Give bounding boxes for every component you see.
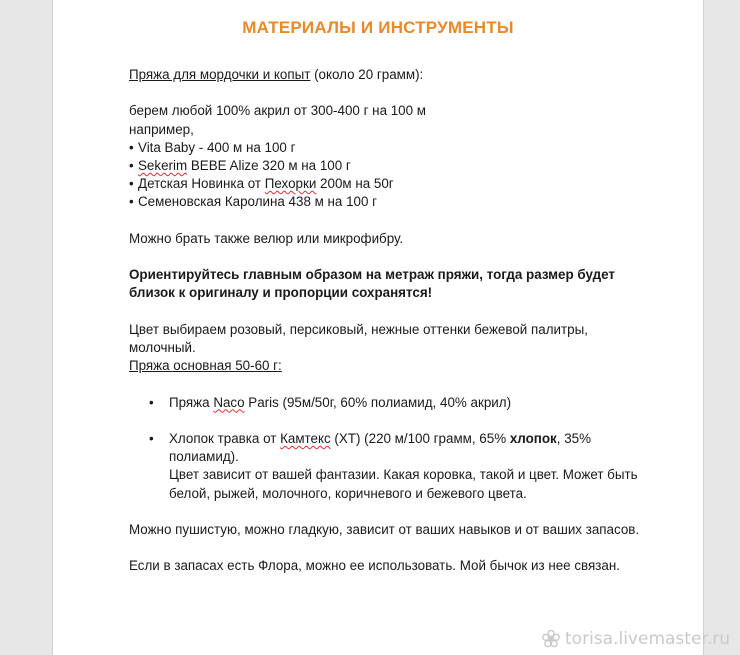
face-yarn-list — [129, 139, 649, 212]
document-title: МАТЕРИАЛЫ И ИНСТРУМЕНТЫ — [242, 18, 514, 37]
list-item-text: (ХТ) (220 м/100 грамм, 65% — [330, 430, 510, 446]
list-item-note: Цвет зависит от вашей фантазии. Какая коровка, такой и цвет. Может быть белой, рыжей, молочного, коричневого и бежевого цвета. — [169, 467, 638, 501]
face-yarn-heading — [129, 66, 649, 84]
bold-word: хлопок — [509, 430, 557, 446]
document-page — [52, 0, 704, 655]
watermark-text: torisa.livemaster.ru — [565, 629, 730, 649]
spellcheck-word[interactable]: Sekerim — [138, 158, 188, 173]
list-item — [129, 139, 649, 157]
spellcheck-word[interactable]: Камтекс — [280, 430, 331, 446]
document-body — [129, 66, 649, 576]
watermark — [541, 629, 730, 649]
list-item-text: Семеновская Каролина 438 м на 100 г — [138, 194, 378, 210]
list-item-text: Vita Baby - 400 м на 100 г — [138, 139, 296, 155]
main-yarn-heading: Пряжа основная 50-60 г: — [129, 358, 282, 374]
list-item-text: 200м на 50г — [316, 176, 394, 192]
example-line: например, — [129, 121, 194, 137]
spacer — [129, 212, 649, 230]
spellcheck-word[interactable]: Naco — [213, 394, 245, 410]
list-item-text: BEBE Alize 320 м на 100 г — [187, 158, 351, 173]
flower-icon — [541, 629, 561, 649]
list-item — [129, 193, 649, 211]
spellcheck-word[interactable]: Пехорки — [264, 176, 317, 192]
list-item — [169, 430, 649, 503]
face-yarn-heading-underlined: Пряжа для мордочки и копыт — [129, 67, 311, 82]
list-item-text: , 35% полиамид). — [169, 430, 592, 465]
spacer — [129, 503, 649, 521]
flora-note: Если в запасах есть Флора, можно ее использовать. Мой бычок из нее связан. — [129, 558, 620, 574]
face-yarn-heading-rest: (около 20 грамм): — [310, 67, 424, 82]
spacer — [129, 375, 649, 393]
list-item — [129, 175, 649, 193]
color-note: Цвет выбираем розовый, персиковый, нежные оттенки бежевой палитры, молочный. — [129, 321, 588, 355]
list-item-text: Детская Новинка от — [138, 176, 265, 192]
main-yarn-list — [129, 394, 649, 503]
fluffy-note: Можно пушистую, можно гладкую, зависит от ваших навыков и от ваших запасов. — [129, 521, 640, 537]
list-item — [129, 157, 649, 175]
list-item-text: Пряжа — [169, 394, 214, 410]
list-item — [169, 394, 649, 412]
list-item-text: Paris (95м/50г, 60% полиамид, 40% акрил) — [244, 394, 512, 410]
meterage-note: Ориентируйтесь главным образом на метраж пряжи, тогда размер будет близок к оригиналу и пропорции сохранятся! — [129, 267, 615, 301]
acrylic-line: берем любой 100% акрил от 300-400 г на 100 м — [129, 103, 426, 119]
list-item-text: Хлопок травка от — [169, 430, 281, 446]
spacer — [129, 303, 649, 321]
spacer — [129, 248, 649, 266]
velour-note: Можно брать также велюр или микрофибру. — [129, 230, 404, 246]
spacer — [129, 84, 649, 102]
spacer — [129, 539, 649, 557]
